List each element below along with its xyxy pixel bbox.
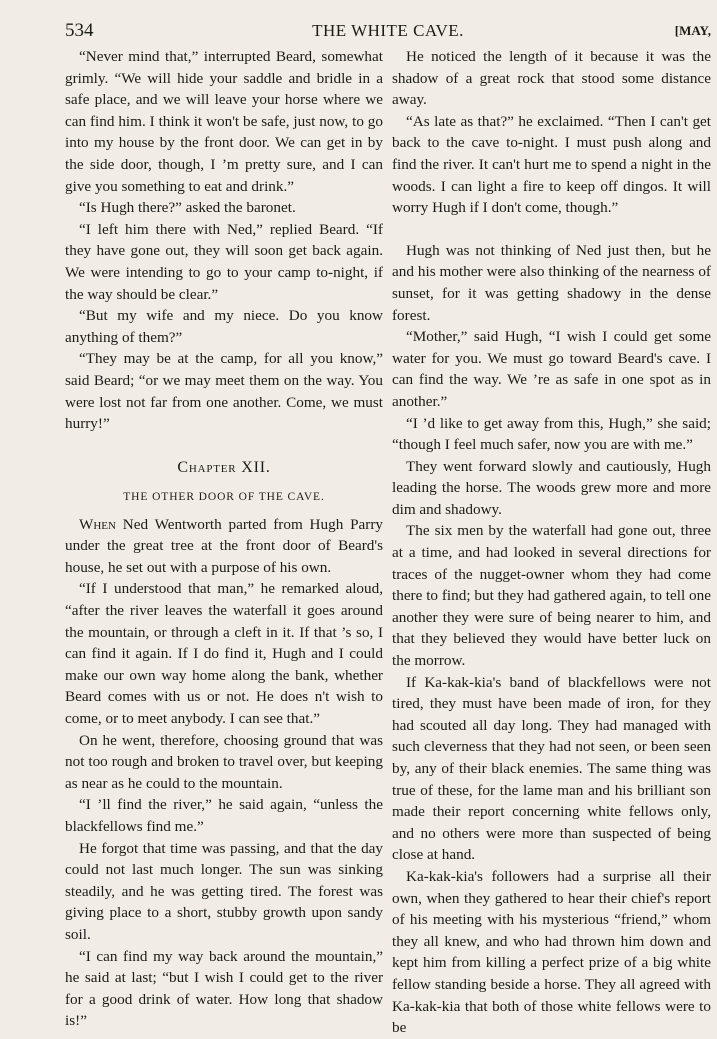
running-header — [65, 18, 711, 44]
paragraph: “Is Hugh there?” asked the baronet. — [79, 199, 296, 217]
paragraph: “I ’d like to get away from this, Hugh,” she said; “though I feel much safer, now you are with me.” — [392, 414, 711, 454]
paragraph: “They may be at the camp, for all you know,” said Beard; “or we may meet them on the way. You were lost not far from one another. Come, we must hurry!” — [65, 350, 383, 433]
paragraph: “I left him there with Ned,” replied Beard. “If they have gone out, they will soon get back again. We were intending to go to your camp to-night, if the way should be clear.” — [65, 220, 383, 303]
paragraph: The six men by the waterfall had gone out, three at a time, and had looked in several directions for traces of the nugget-owner whom they had come there to find; but they had gathered again, to tell one another they were sure of being nearer to him, and that they believed they would have better luck on the morrow. — [392, 522, 711, 670]
paragraph: On he went, therefore, choosing ground that was not too rough and broken to travel over, but keeping as near as he could to the mountain. — [65, 731, 383, 792]
right-column — [392, 46, 711, 1039]
left-column — [65, 46, 383, 1032]
paragraph: “Mother,” said Hugh, “I wish I could get some water for you. We must go toward Beard's cave. I can find the way. We ’re as safe in one spot as in another.” — [392, 328, 711, 410]
page-number: 534 — [65, 20, 94, 41]
paragraph: “As late as that?” he exclaimed. “Then I can't get back to the cave to-night. I must push along and find the river. It can't hurt me to spend a night in the woods. I can light a fire to keep off dingos. It will worry Hugh if I don't come, though.” — [392, 112, 711, 217]
paragraph: He forgot that time was passing, and that the day could not last much longer. The sun was sinking steadily, and he was getting tired. The forest was giving place to a short, stubby growth upon sandy soil. — [65, 839, 383, 943]
chapter-first-paragraph — [65, 514, 383, 579]
chapter-subtitle: THE OTHER DOOR OF THE CAVE. — [123, 490, 325, 503]
paragraph: “I can find my way back around the mountain,” he said at last; “but I wish I could get to the river for a good drink of water. How long that shadow is!” — [65, 947, 383, 1030]
running-title: THE WHITE CAVE. — [312, 21, 464, 40]
paragraph: If Ka-kak-kia's band of blackfellows were not tired, they must have been made of iron, for they had scouted all day long. They had managed with such cleverness that they had not seen, or been seen by, any of their black enemies. The same thing was true of these, for the lame man and his brilliant son made their report concerning white fellows only, and no others were more than suspected of being close at hand. — [392, 673, 711, 864]
chapter-heading: Chapter XII. — [177, 458, 271, 476]
chapter-first-paragraph-text: Ned Wentworth parted from Hugh Parry under the great tree at the front door of Beard's house, he set out with a purpose of his own. — [65, 515, 383, 576]
paragraph: They went forward slowly and cautiously, Hugh leading the horse. The woods grew more and more dim and shadowy. — [392, 457, 711, 518]
running-month: [MAY, — [674, 23, 711, 38]
chapter-lead-word: When — [79, 515, 116, 533]
paragraph: “If I understood that man,” he remarked aloud, “after the river leaves the waterfall it goes around the mountain, or through a cleft in it. If that ’s so, I can find it again. If I do find it, Hugh and I could make our own way home along the bank, whether Beard comes with us or not. He does n't wish to come, or to meet anybody. I can see that.” — [65, 580, 383, 728]
paragraph: Ka-kak-kia's followers had a surprise all their own, when they gathered to hear their chief's report of his meeting with his mysterious “friend,” whom they all knew, and who had thrown him down and kept him from killing a perfect prize of a big white fellow standing beside a horse. They all agreed with Ka-kak-kia that both of those white fellows were to be — [392, 867, 711, 1037]
paragraph: “I ’ll find the river,” he said again, “unless the blackfellows find me.” — [65, 796, 383, 835]
paragraph: Hugh was not thinking of Ned just then, but he and his mother were also thinking of the nearness of sunset, for it was getting shadowy in the dense forest. — [392, 241, 711, 324]
paragraph: “Never mind that,” interrupted Beard, somewhat grimly. “We will hide your saddle and bridle in a safe place, and we will leave your horse where we can find him. I think it won't be safe, just now, to go into my house by the front door. We can get in by the side door, though, I ’m pretty sure, and I can give you something to eat and drink.” — [65, 48, 383, 195]
paragraph: “But my wife and my niece. Do you know anything of them?” — [65, 307, 383, 346]
paragraph: He noticed the length of it because it was the shadow of a great rock that stood some distance away. — [392, 48, 711, 109]
